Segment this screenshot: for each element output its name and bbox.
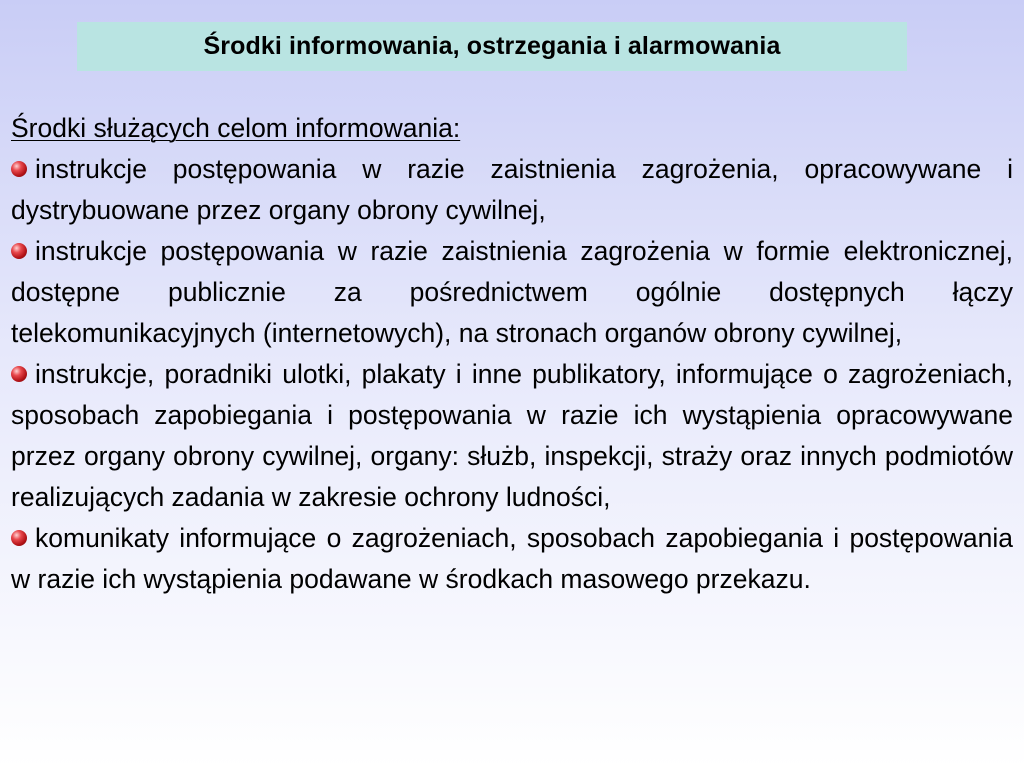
section-subtitle: Środki służących celom informowania: — [11, 113, 461, 143]
list-item — [11, 518, 1013, 600]
list-item-text: instrukcje postępowania w razie zaistnienia zagrożenia w formie elektronicznej, dostępne publicznie za pośrednictwem ogólnie dostępnych łączy telekomunikacyjnych (internetowych), na stronach organów obrony cywilnej, — [11, 236, 1013, 348]
title-box — [77, 22, 907, 71]
list-item — [11, 231, 1013, 354]
list-item-text: instrukcje postępowania w razie zaistnienia zagrożenia, opracowywane i dystrybuowane przez organy obrony cywilnej, — [11, 154, 1013, 225]
slide-title: Środki informowania, ostrzegania i alarmowania — [203, 32, 781, 60]
red-sphere-bullet-icon — [11, 530, 27, 546]
bullet-list — [11, 149, 1013, 600]
list-item — [11, 354, 1013, 518]
red-sphere-bullet-icon — [11, 243, 27, 259]
list-item-text: instrukcje, poradniki ulotki, plakaty i inne publikatory, informujące o zagrożeniach, sposobach zapobiegania i postępowania w razie ich wystąpienia opracowywane przez organy obrony cywilnej, organy: służb, inspekcji, straży oraz innych podmiotów realizujących zadania w zakresie ochrony ludności, — [11, 359, 1013, 512]
list-item — [11, 149, 1013, 231]
list-item-text: komunikaty informujące o zagrożeniach, sposobach zapobiegania i postępowania w razie ich wystąpienia podawane w środkach masowego przekazu. — [11, 523, 1013, 594]
red-sphere-bullet-icon — [11, 366, 27, 382]
slide-content — [11, 108, 1013, 600]
red-sphere-bullet-icon — [11, 161, 27, 177]
